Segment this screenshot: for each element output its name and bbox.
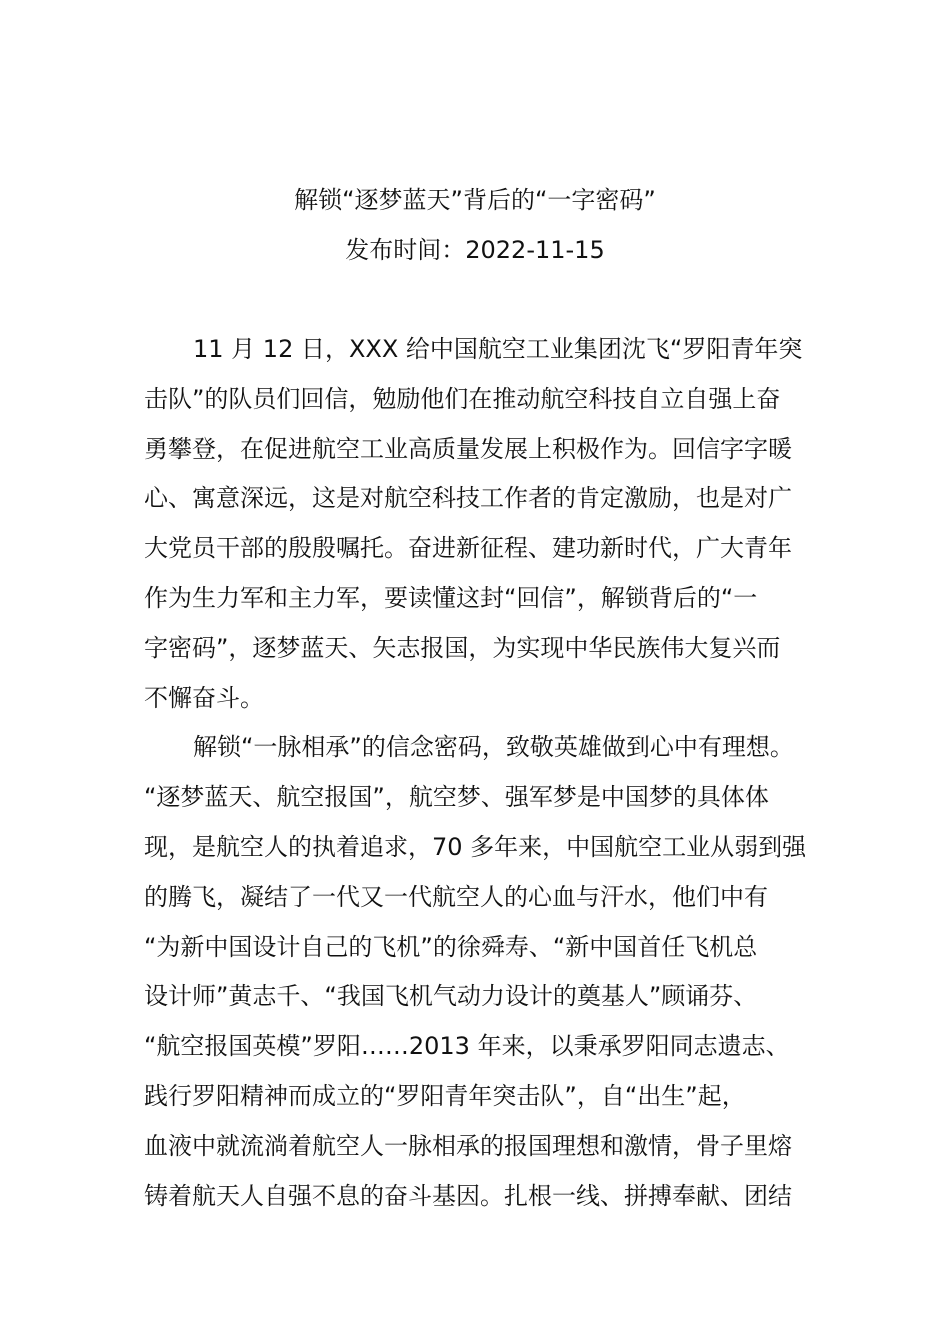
paragraph-2-line: 铸着航天人自强不息的奋斗基因。扎根一线、拼搏奉献、团结 (144, 1181, 792, 1210)
paragraph-2-line: “逐梦蓝天、航空报国”，航空梦、强军梦是中国梦的具体体 (144, 783, 769, 812)
paragraph-1-line: 大党员干部的殷殷嘱托。奋进新征程、建功新时代，广大青年 (144, 534, 792, 563)
paragraph-2-line: “为新中国设计自己的飞机”的徐舜寿、“新中国首任飞机总 (144, 932, 758, 961)
paragraph-2-line: 解锁“一脉相承”的信念密码，致敬英雄做到心中有理想。 (193, 733, 794, 762)
paragraph-2-line: 现，是航空人的执着追求，70 多年来，中国航空工业从弱到强 (144, 832, 807, 861)
paragraph-1-line: 作为生力军和主力军，要读懂这封“回信”，解锁背后的“一 (144, 583, 758, 612)
paragraph-1 (144, 329, 834, 727)
article-title: 解锁“逐梦蓝天”背后的“一字密码” (294, 186, 656, 214)
paragraph-1-line: 心、寓意深远，这是对航空科技工作者的肯定激励，也是对广 (144, 484, 792, 513)
publish-date: 发布时间：2022-11-15 (345, 236, 605, 264)
paragraph-1-line: 字密码”，逐梦蓝天、矢志报国，为实现中华民族伟大复兴而 (144, 633, 781, 662)
paragraph-1-line: 11 月 12 日，XXX 给中国航空工业集团沈飞“罗阳青年突 (193, 335, 803, 363)
paragraph-2 (144, 727, 834, 1225)
paragraph-2-line: 血液中就流淌着航空人一脉相承的报国理想和激情，骨子里熔 (144, 1131, 792, 1160)
paragraph-2-line: 设计师”黄志千、“我国飞机气动力设计的奠基人”顾诵芬、 (144, 982, 758, 1011)
paragraph-1-line: 不懈奋斗。 (144, 683, 264, 712)
paragraph-1-line: 击队”的队员们回信，勉励他们在推动航空科技自立自强上奋 (144, 384, 781, 413)
paragraph-2-line: 践行罗阳精神而成立的“罗阳青年突击队”，自“出生”起， (144, 1081, 746, 1110)
paragraph-2-line: 的腾飞，凝结了一代又一代航空人的心血与汗水，他们中有 (144, 882, 768, 911)
paragraph-2-line: “航空报国英模”罗阳……2013 年来，以秉承罗阳同志遗志、 (144, 1032, 790, 1061)
article-body (144, 329, 834, 1225)
paragraph-1-line: 勇攀登，在促进航空工业高质量发展上积极作为。回信字字暖 (144, 434, 792, 463)
